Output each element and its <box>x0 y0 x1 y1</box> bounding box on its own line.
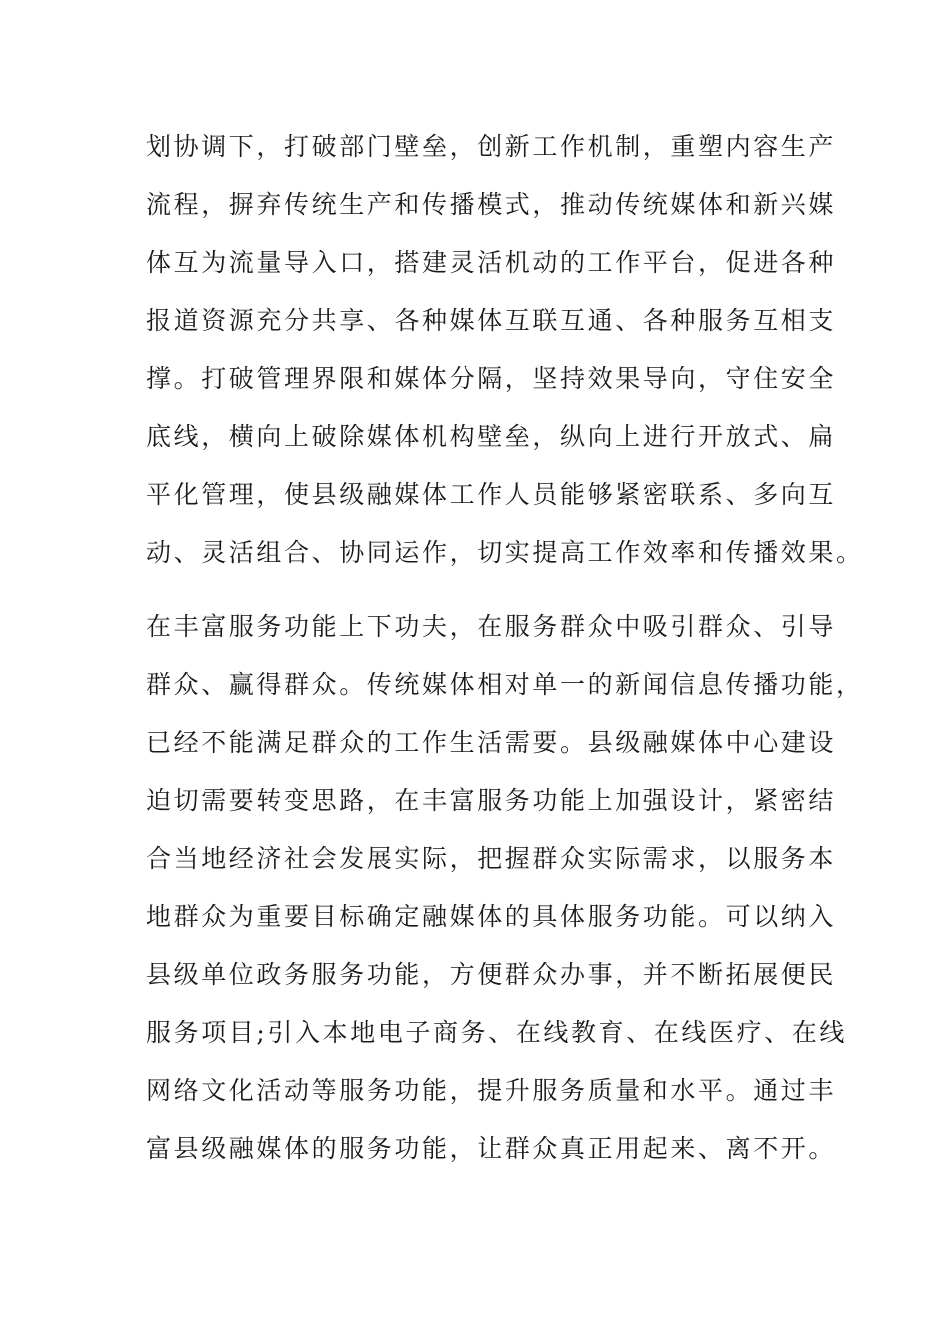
paragraph-1 <box>146 118 864 582</box>
text-line: 已经不能满足群众的工作生活需要。县级融媒体中心建设 <box>146 728 837 757</box>
text-line: 迫切需要转变思路，在丰富服务功能上加强设计，紧密结 <box>146 786 837 815</box>
text-line: 撑。打破管理界限和媒体分隔，坚持效果导向，守住安全 <box>146 364 837 393</box>
text-line: 在丰富服务功能上下功夫，在服务群众中吸引群众、引导 <box>146 612 837 641</box>
text-line: 合当地经济社会发展实际，把握群众实际需求，以服务本 <box>146 844 837 873</box>
paragraph-2 <box>146 598 864 1178</box>
text-line: 划协调下，打破部门壁垒，创新工作机制，重塑内容生产 <box>146 132 837 161</box>
text-line: 网络文化活动等服务功能，提升服务质量和水平。通过丰 <box>146 1076 837 1105</box>
text-line: 动、灵活组合、协同运作，切实提高工作效率和传播效果。 <box>146 538 864 567</box>
text-line: 底线，横向上破除媒体机构壁垒，纵向上进行开放式、扁 <box>146 422 837 451</box>
text-line: 富县级融媒体的服务功能，让群众真正用起来、离不开。 <box>146 1134 837 1163</box>
text-line: 报道资源充分共享、各种媒体互联互通、各种服务互相支 <box>146 306 837 335</box>
text-line: 县级单位政务服务功能，方便群众办事，并不断拓展便民 <box>146 960 837 989</box>
text-line: 平化管理，使县级融媒体工作人员能够紧密联系、多向互 <box>146 480 837 509</box>
text-line: 地群众为重要目标确定融媒体的具体服务功能。可以纳入 <box>146 902 837 931</box>
text-line: 流程，摒弃传统生产和传播模式，推动传统媒体和新兴媒 <box>146 190 837 219</box>
text-line: 群众、赢得群众。传统媒体相对单一的新闻信息传播功能， <box>146 670 864 699</box>
text-line: 服务项目;引入本地电子商务、在线教育、在线医疗、在线 <box>146 1018 848 1047</box>
text-line: 体互为流量导入口，搭建灵活机动的工作平台，促进各种 <box>146 248 837 277</box>
